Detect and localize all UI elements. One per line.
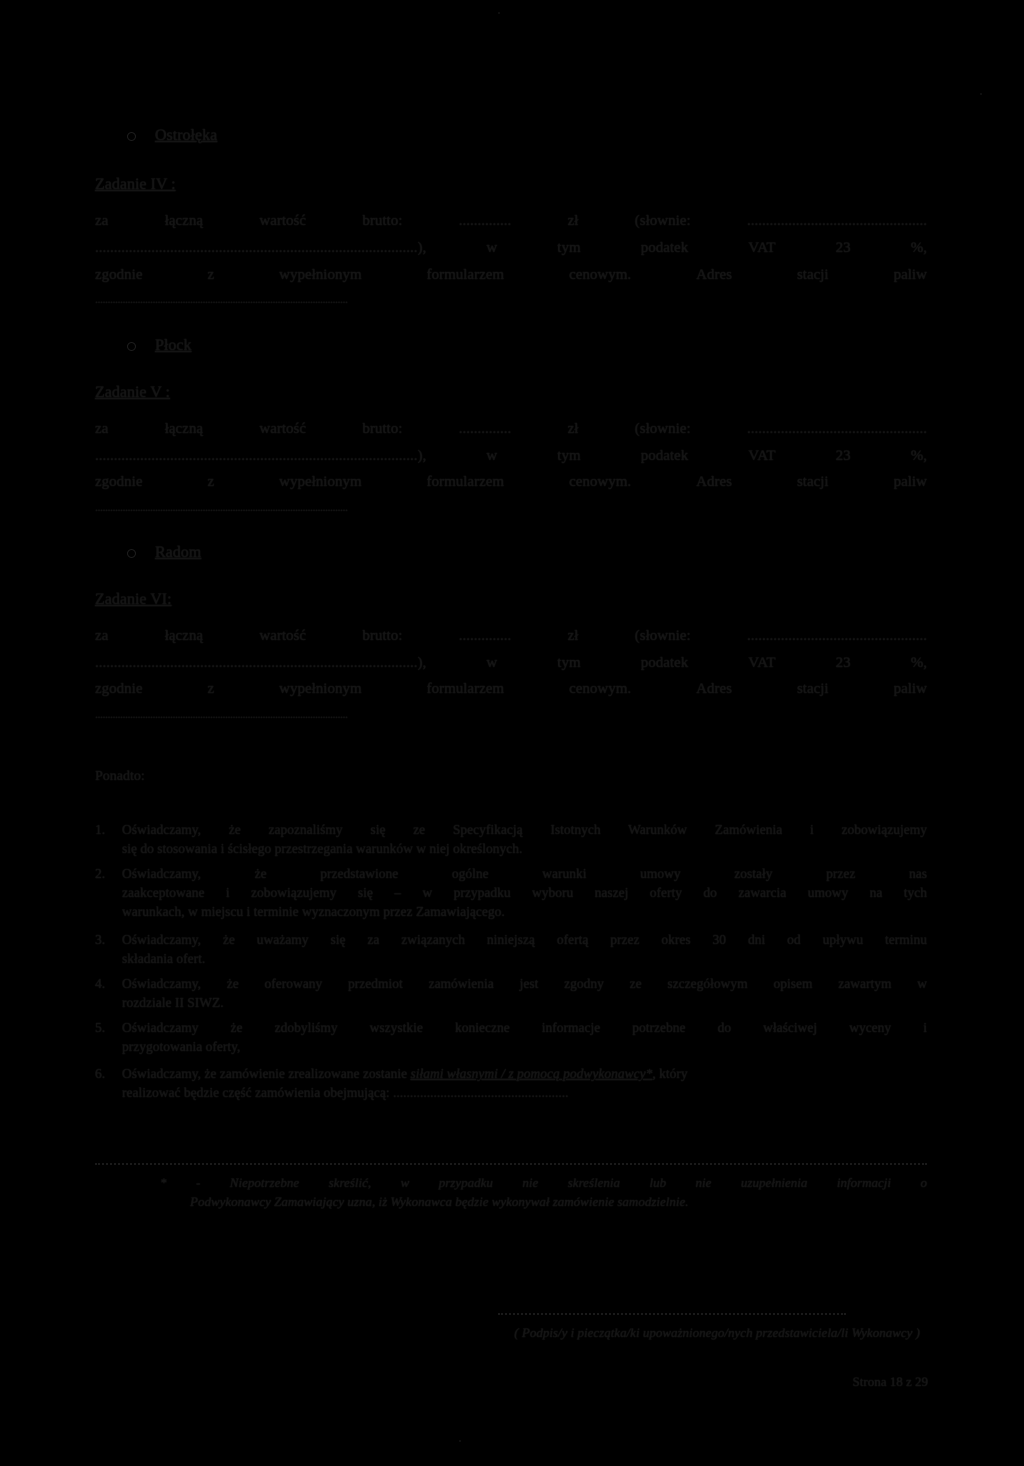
price-line: za łączną wartość brutto: .............. zł (słownie: ................................................ [95, 628, 927, 644]
address-field: ..................................................................................................... [95, 500, 348, 514]
declaration-item: 3. Oświadczamy, że uważamy się za związanych niniejszą ofertą przez okres 30 dni od upływu terminu składania ofert. [95, 932, 927, 966]
bullet-icon [127, 132, 136, 141]
form-line: zgodnie z wypełnionym formularzem cenowym. Adres stacji paliw [95, 474, 927, 490]
task-heading: Zadanie VI: [95, 591, 172, 608]
scan-speck [980, 93, 982, 95]
task-heading: Zadanie V : [95, 384, 170, 401]
scan-speck [498, 12, 500, 14]
bullet-icon [127, 549, 136, 558]
subcontractor-option: siłami własnymi / z pomocą podwykonawcy* [410, 1066, 653, 1081]
address-field: ..................................................................................................... [95, 292, 348, 306]
vat-line: ......................................................................................), w tym podatek VAT 23 %, [95, 655, 927, 671]
form-line: zgodnie z wypełnionym formularzem cenowym. Adres stacji paliw [95, 681, 927, 697]
address-field: ..................................................................................................... [95, 707, 348, 721]
footnote-rule [95, 1163, 927, 1165]
declaration-item: 4. Oświadczamy, że oferowany przedmiot zamówienia jest zgodny ze szczegółowym opisem zawartym w rozdziale II SIWZ. [95, 976, 927, 1010]
vat-line: ......................................................................................), w tym podatek VAT 23 %, [95, 240, 927, 256]
bullet-icon [127, 342, 136, 351]
location-heading: Radom [127, 544, 201, 562]
ponadto-label: Ponadto: [95, 769, 145, 784]
vat-line: ......................................................................................), w tym podatek VAT 23 %, [95, 448, 927, 464]
form-line: zgodnie z wypełnionym formularzem cenowym. Adres stacji paliw [95, 267, 927, 283]
declaration-item: 6. Oświadczamy, że zamówienie zrealizowane zostanie siłami własnymi / z pomocą podwykonawcy*, który realizować będzie część zamówienia obejmującą: .................................................... [95, 1066, 688, 1100]
signature-line [498, 1313, 846, 1315]
price-line: za łączną wartość brutto: .............. zł (słownie: ................................................ [95, 213, 927, 229]
signature-caption: ( Podpis/y i pieczątka/ki upoważnionego/nych przedstawiciela/li Wykonawcy ) [514, 1325, 920, 1340]
declaration-item: 5. Oświadczamy że zdobyliśmy wszystkie konieczne informacje potrzebne do właściwej wyceny i przygotowania oferty, [95, 1020, 927, 1054]
task-heading: Zadanie IV : [95, 176, 176, 193]
location-heading: Płock [127, 337, 191, 355]
page-number: Strona 18 z 29 [852, 1374, 928, 1389]
declaration-item: 1. Oświadczamy, że zapoznaliśmy się ze Specyfikacją Istotnych Warunków Zamówienia i zobowiązujemy się do stosowania i ścisłego przestrzegania warunków w niej określonych. [95, 822, 927, 856]
declaration-item: 2. Oświadczamy, że przedstawione ogólne warunki umowy zostały przez nas zaakceptowane i zobowiązujemy się – w przypadku wyboru naszej oferty do zawarcia umowy na tych warunkach, w miejscu i terminie wyznaczonym przez Zamawiającego. [95, 866, 927, 919]
footnote: * - Niepotrzebne skreślić, w przypadku nie skreślenia lub nie uzupełnienia informacji o Podwykonawcy Zamawiający uzna, iż Wykonawca będzie wykonywał zamówienie samodzielnie. [160, 1175, 927, 1209]
location-heading: Ostrołęka [127, 127, 217, 145]
scan-speck [459, 1440, 461, 1442]
price-line: za łączną wartość brutto: .............. zł (słownie: ................................................ [95, 421, 927, 437]
